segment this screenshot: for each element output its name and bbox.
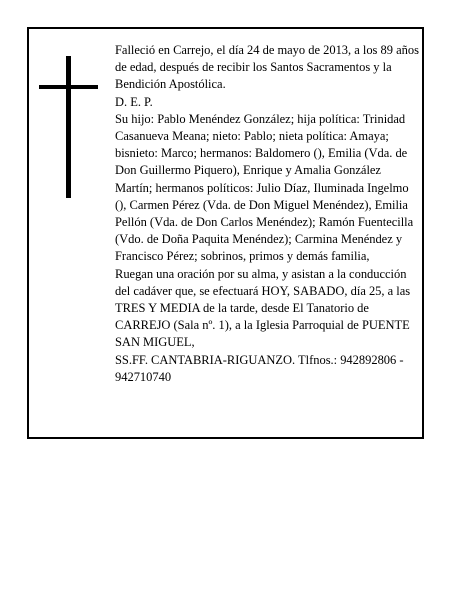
obituary-text xyxy=(115,42,421,386)
funeral-details: Ruegan una oración por su alma, y asistan a la conducción del cadáver que, se efectuará HOY, SABADO, día 25, a las TRES Y MEDIA de la tarde, desde El Tanatorio de CARREJO (Sala nº. 1), a la Iglesia Parroquial de PUENTE SAN MIGUEL, xyxy=(115,266,411,350)
cross-horizontal-bar xyxy=(39,85,98,89)
funeral-home-contact: SS.FF. CANTABRIA-RIGUANZO. Tlfnos.: 942892806 - 942710740 xyxy=(115,352,404,384)
cross-vertical-bar xyxy=(66,56,71,198)
rip-abbreviation: D. E. P. xyxy=(115,94,153,109)
death-announcement: Falleció en Carrejo, el día 24 de mayo de 2013, a los 89 años de edad, después de recibir los Santos Sacramentos y la Bendición Apostólica. xyxy=(115,43,419,92)
family-list: Su hijo: Pablo Menéndez González; hija política: Trinidad Casanueva Meana; nieto: Pablo; nieta política: Amaya; bisnieto: Marco; hermanos: Baldomero (), Emilia (Vda. de Don Guillermo Piquero), Enrique y Amalia González Martín; hermanos políticos: Julio Díaz, Iluminada Ingelmo (), Carmen Pérez (Vda. de Don Miguel Menéndez), Emilia Pellón (Vda. de Don Carlos Menéndez); Ramón Fuentecilla (Vdo. de Doña Paquita Menéndez); Carmina Menéndez y Francisco Pérez; sobrinos, primos y demás familia, xyxy=(115,111,414,264)
obituary-notice xyxy=(27,27,424,439)
